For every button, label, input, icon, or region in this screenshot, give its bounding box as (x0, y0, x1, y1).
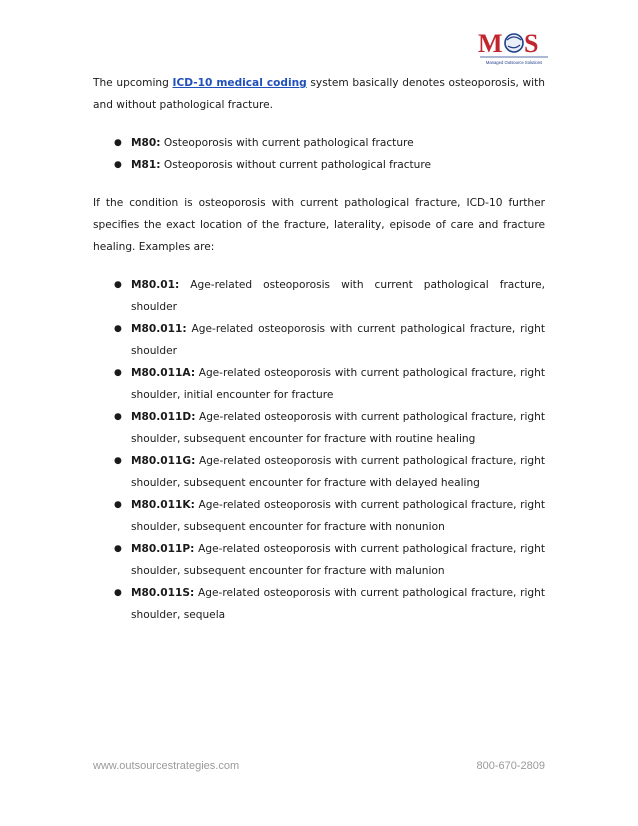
logo-tagline: Managed Outsource Solutions (485, 60, 543, 65)
bullet-icon: ● (114, 368, 122, 378)
bullet-icon: ● (114, 500, 122, 510)
document-body (93, 72, 545, 626)
code-list-detailed (93, 274, 545, 626)
bullet-icon: ● (114, 324, 122, 334)
svg-text:S: S (524, 29, 539, 58)
list-item: ● M81: Osteoporosis without current pathological fracture (93, 154, 545, 176)
bullet-icon: ● (114, 544, 122, 554)
list-item: ● M80.011G: Age-related osteoporosis with current pathological fracture, right shoulder, subsequent encounter for fracture with delayed healing (93, 450, 545, 494)
bullet-icon: ● (114, 412, 122, 422)
bullet-icon: ● (114, 588, 122, 598)
bullet-icon: ● (114, 456, 122, 466)
list-item: ● M80.011A: Age-related osteoporosis with current pathological fracture, right shoulder, initial encounter for fracture (93, 362, 545, 406)
company-logo (474, 22, 554, 70)
footer-website[interactable]: www.outsourcestrategies.com (93, 760, 240, 772)
list-item: ● M80.011D: Age-related osteoporosis with current pathological fracture, right shoulder, subsequent encounter for fracture with routine healing (93, 406, 545, 450)
code-list-basic (93, 132, 545, 176)
list-item: ● M80.011P: Age-related osteoporosis with current pathological fracture, right shoulder, subsequent encounter for fracture with malunion (93, 538, 545, 582)
list-item: ● M80: Osteoporosis with current pathological fracture (93, 132, 545, 154)
list-item: ● M80.01: Age-related osteoporosis with current pathological fracture, shoulder (93, 274, 545, 318)
list-item: ● M80.011K: Age-related osteoporosis with current pathological fracture, right shoulder, subsequent encounter for fracture with nonunion (93, 494, 545, 538)
bullet-icon: ● (114, 280, 122, 290)
list-item: ● M80.011S: Age-related osteoporosis with current pathological fracture, right shoulder, sequela (93, 582, 545, 626)
detail-paragraph: If the condition is osteoporosis with current pathological fracture, ICD-10 further specifies the exact location of the fracture, laterality, episode of care and fracture healing. Examples are: (93, 197, 545, 253)
svg-text:M: M (478, 29, 503, 58)
bullet-icon: ● (114, 138, 122, 148)
bullet-icon: ● (114, 160, 122, 170)
footer-phone: 800-670-2809 (476, 760, 545, 772)
icd10-link[interactable]: ICD-10 medical coding (172, 77, 307, 89)
intro-paragraph: The upcoming ICD-10 medical coding system basically denotes osteoporosis, with and without pathological fracture. (93, 77, 545, 111)
list-item: ● M80.011: Age-related osteoporosis with current pathological fracture, right shoulder (93, 318, 545, 362)
